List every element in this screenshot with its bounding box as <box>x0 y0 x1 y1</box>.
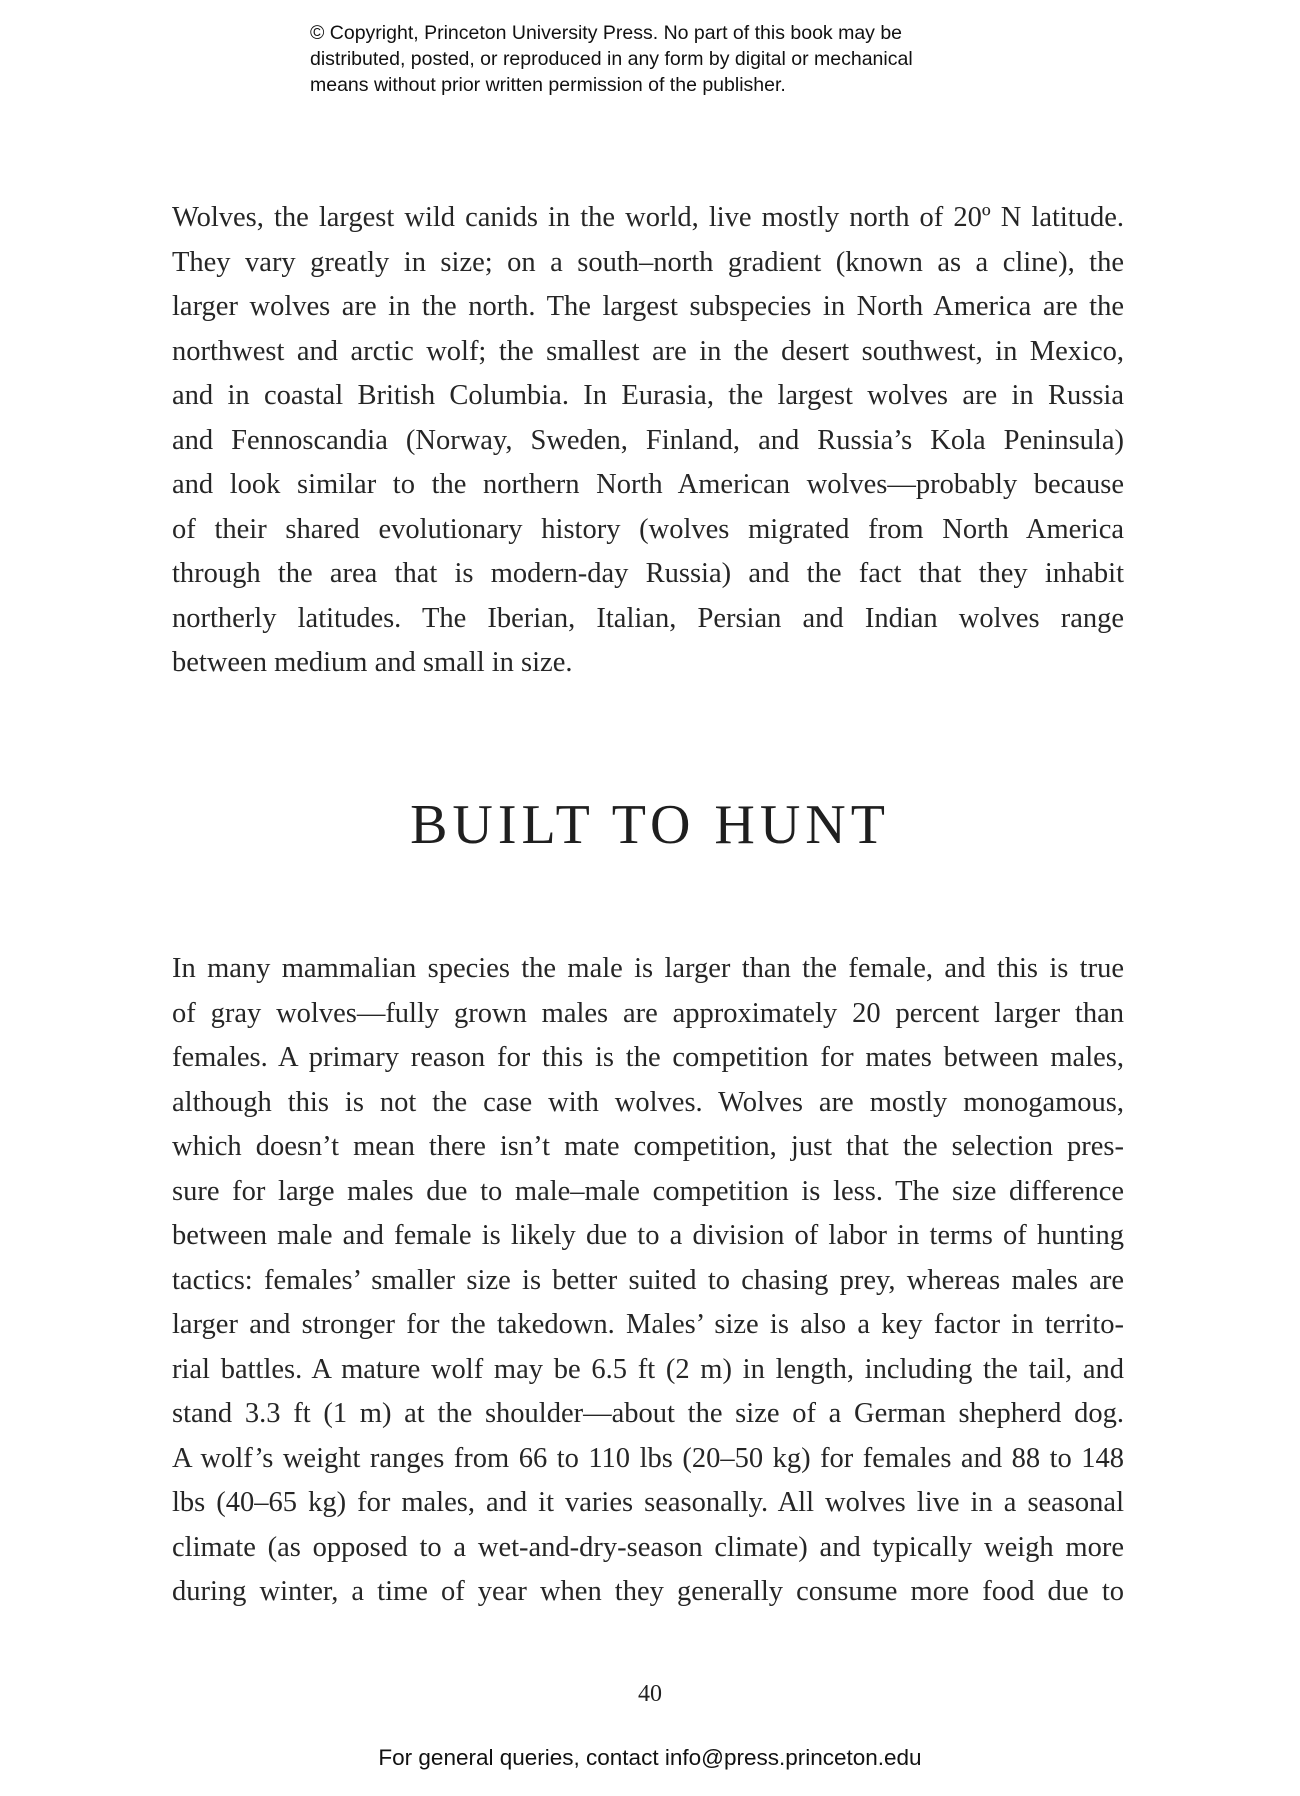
text-line: through the area that is modern-day Russia) and the fact that they inhabit <box>172 558 1124 589</box>
paragraph-wolf-distribution <box>172 196 1124 686</box>
text-line: A wolf’s weight ranges from 66 to 110 lbs (20–50 kg) for females and 88 to 148 <box>172 1442 1124 1474</box>
text-line: sure for large males due to male–male competition is less. The size difference <box>172 1175 1124 1207</box>
text-line: females. A primary reason for this is the competition for mates between males, <box>172 1042 1124 1073</box>
text-line: climate (as opposed to a wet-and-dry-season climate) and typically weigh more <box>172 1531 1124 1563</box>
text-line: rial battles. A mature wolf may be 6.5 ft (2 m) in length, including the tail, and <box>172 1353 1124 1385</box>
text-line: tactics: females’ smaller size is better suited to chasing prey, whereas males are <box>172 1264 1124 1296</box>
copyright-line: © Copyright, Princeton University Press. No part of this book may be <box>310 22 903 44</box>
contact-footer: For general queries, contact info@press.princeton.edu <box>378 1745 922 1770</box>
text-line: northerly latitudes. The Iberian, Italian, Persian and Indian wolves range <box>172 602 1124 634</box>
text-line: between medium and small in size. <box>172 647 573 678</box>
text-line: of their shared evolutionary history (wolves migrated from North America <box>172 513 1124 545</box>
copyright-line: means without prior written permission of the publisher. <box>310 74 786 96</box>
text-line: stand 3.3 ft (1 m) at the shoulder—about the size of a German shepherd dog. <box>172 1398 1124 1429</box>
text-line: and look similar to the northern North American wolves—probably because <box>172 469 1124 500</box>
text-line: northwest and arctic wolf; the smallest are in the desert southwest, in Mexico, <box>172 335 1124 367</box>
paragraph-sexual-dimorphism <box>172 947 1124 1615</box>
section-heading: BUILT TO HUNT <box>410 794 890 856</box>
text-line: larger and stronger for the takedown. Males’ size is also a key factor in territo- <box>172 1309 1124 1340</box>
text-line: Wolves, the largest wild canids in the world, live mostly north of 20º N latitude. <box>172 202 1124 233</box>
text-line: They vary greatly in size; on a south–north gradient (known as a cline), the <box>172 246 1124 278</box>
text-line: which doesn’t mean there isn’t mate competition, just that the selection pres- <box>172 1131 1124 1162</box>
text-line: although this is not the case with wolves. Wolves are mostly monogamous, <box>172 1086 1124 1118</box>
text-line: of gray wolves—fully grown males are approximately 20 percent larger than <box>172 997 1124 1029</box>
copyright-notice <box>310 20 1070 98</box>
text-line: In many mammalian species the male is larger than the female, and this is true <box>172 953 1124 984</box>
text-line: during winter, a time of year when they generally consume more food due to <box>172 1576 1124 1607</box>
page-number: 40 <box>638 1681 662 1707</box>
text-line: and in coastal British Columbia. In Eurasia, the largest wolves are in Russia <box>172 380 1124 411</box>
text-line: lbs (40–65 kg) for males, and it varies seasonally. All wolves live in a seasonal <box>172 1487 1124 1518</box>
copyright-line: distributed, posted, or reproduced in any form by digital or mechanical <box>310 48 913 70</box>
text-line: and Fennoscandia (Norway, Sweden, Finland, and Russia’s Kola Peninsula) <box>172 424 1124 456</box>
text-line: between male and female is likely due to a division of labor in terms of hunting <box>172 1220 1124 1251</box>
text-line: larger wolves are in the north. The largest subspecies in North America are the <box>172 291 1124 322</box>
